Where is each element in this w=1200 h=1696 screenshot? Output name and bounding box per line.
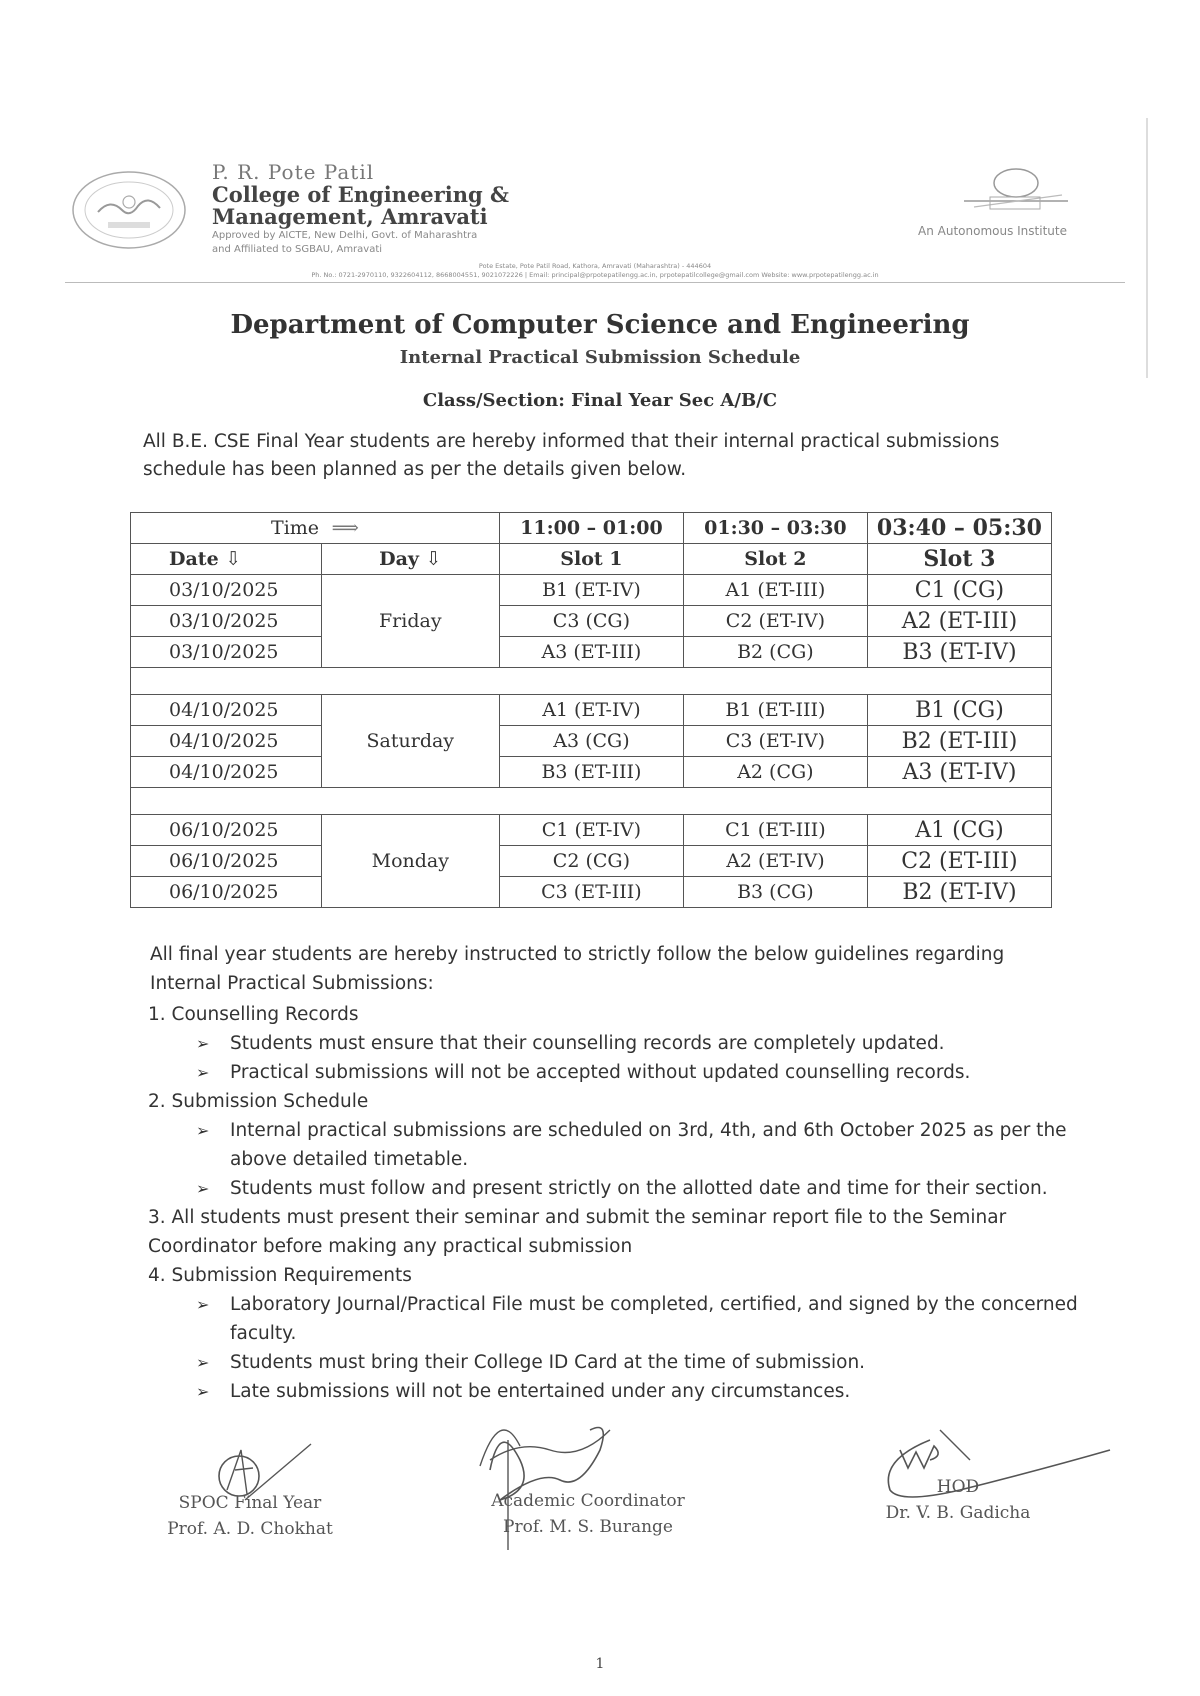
slot3-cell: B1 (CG) — [867, 695, 1051, 726]
slot3-header: Slot 3 — [867, 544, 1051, 575]
approval-line2: and Affiliated to SGBAU, Amravati — [212, 244, 383, 255]
slot2-cell: B3 (CG) — [683, 877, 867, 908]
contact-text: Ph. No.: 0721-2970110, 9322604112, 8668004551, 9021072226 | Email: principal@prpotepatilengg.ac.in, prpotepatilcollege@gmail.com Website: www.prpotepatilengg.ac.in — [311, 271, 879, 279]
time-slot3: 03:40 – 05:30 — [867, 513, 1051, 544]
date-cell: 03/10/2025 — [131, 637, 322, 668]
time-slot1: 11:00 – 01:00 — [499, 513, 683, 544]
slot1-cell: A1 (ET-IV) — [499, 695, 683, 726]
naac-logo-icon — [944, 165, 1084, 223]
college-name-line1: P. R. Pote Patil — [212, 160, 375, 184]
table-row — [131, 606, 1052, 637]
slot3-cell: A1 (CG) — [867, 815, 1051, 846]
guideline-text: Late submissions will not be entertained under any circumstances. — [230, 1381, 851, 1402]
date-cell: 06/10/2025 — [131, 815, 322, 846]
table-row — [131, 757, 1052, 788]
guidelines-intro: All final year students are hereby instructed to strictly follow the below guidelines regarding Internal Practical Submissions: — [150, 944, 1005, 994]
table-row — [131, 726, 1052, 757]
table-row — [131, 575, 1052, 606]
arrow-bullet-icon: ➢ — [196, 1295, 210, 1314]
slot1-cell: C3 (ET-III) — [499, 877, 683, 908]
time-label-cell — [131, 513, 500, 544]
slot2-cell: B1 (ET-III) — [683, 695, 867, 726]
academic-name: Prof. M. S. Burange — [503, 1517, 673, 1537]
date-cell: 04/10/2025 — [131, 726, 322, 757]
page-number: 1 — [595, 1656, 605, 1672]
guideline-text: Laboratory Journal/Practical File must be completed, certified, and signed by the concerned faculty. — [230, 1294, 1078, 1344]
day-header: Day ⇩ — [321, 544, 499, 575]
slot3-cell: C1 (CG) — [867, 575, 1051, 606]
time-slot2: 01:30 – 03:30 — [683, 513, 867, 544]
spacer-cell — [131, 788, 1052, 815]
arrow-bullet-icon: ➢ — [196, 1121, 210, 1140]
guideline-heading: 3. All students must present their seminar and submit the seminar report file to the Seminar Coordinator before making any practical submission — [148, 1207, 1007, 1257]
schedule-table — [130, 512, 1052, 908]
guideline-text: Students must follow and present strictly on the allotted date and time for their section. — [230, 1178, 1048, 1199]
slot2-cell: B2 (CG) — [683, 637, 867, 668]
arrow-bullet-icon: ➢ — [196, 1382, 210, 1401]
slot3-cell: A3 (ET-IV) — [867, 757, 1051, 788]
guideline-bullet — [196, 1290, 1078, 1348]
class-section-title: Class/Section: Final Year Sec A/B/C — [422, 390, 778, 411]
college-header — [212, 160, 672, 256]
time-header-row — [131, 513, 1052, 544]
address-block — [65, 262, 1125, 280]
right-arrow-icon: ⟹ — [331, 517, 359, 539]
day-cell: Saturday — [321, 695, 499, 788]
spoc-role: SPOC Final Year — [178, 1493, 322, 1513]
table-row — [131, 695, 1052, 726]
approval-line1: Approved by AICTE, New Delhi, Govt. of Maharashtra — [212, 230, 478, 241]
day-cell: Monday — [321, 815, 499, 908]
guideline-bullet — [196, 1029, 1078, 1058]
academic-role: Academic Coordinator — [491, 1491, 685, 1511]
slot2-cell: C1 (ET-III) — [683, 815, 867, 846]
slot3-cell: A2 (ET-III) — [867, 606, 1051, 637]
slot2-cell: A1 (ET-III) — [683, 575, 867, 606]
intro-paragraph: All B.E. CSE Final Year students are hereby informed that their internal practical submissions schedule has been planned as per the details given below. — [143, 431, 1000, 480]
arrow-bullet-icon: ➢ — [196, 1353, 210, 1372]
guideline-text: Students must bring their College ID Card at the time of submission. — [230, 1352, 866, 1373]
header-divider — [65, 282, 1125, 283]
slot2-cell: C2 (ET-IV) — [683, 606, 867, 637]
address-text: Pote Estate, Pote Patil Road, Kathora, Amravati (Maharashtra) - 444604 — [478, 262, 712, 270]
arrow-bullet-icon: ➢ — [196, 1063, 210, 1082]
slot3-cell: C2 (ET-III) — [867, 846, 1051, 877]
college-logo-icon — [68, 168, 190, 252]
hod-signature-block — [858, 1474, 1058, 1526]
spoc-name: Prof. A. D. Chokhat — [167, 1519, 333, 1539]
slot1-header: Slot 1 — [499, 544, 683, 575]
guideline-heading: 2. Submission Schedule — [148, 1091, 369, 1112]
guideline-heading: 4. Submission Requirements — [148, 1265, 412, 1286]
date-cell: 03/10/2025 — [131, 575, 322, 606]
spacer-row — [131, 668, 1052, 695]
date-cell: 06/10/2025 — [131, 846, 322, 877]
academic-signature-block — [478, 1488, 698, 1540]
day-cell: Friday — [321, 575, 499, 668]
table-row — [131, 877, 1052, 908]
slot2-cell: A2 (CG) — [683, 757, 867, 788]
table-row — [131, 637, 1052, 668]
autonomous-label: An Autonomous Institute — [918, 224, 1067, 238]
guidelines-list — [148, 1000, 1078, 1406]
spacer-row — [131, 788, 1052, 815]
slot3-cell: B2 (ET-IV) — [867, 877, 1051, 908]
slot1-cell: B3 (ET-III) — [499, 757, 683, 788]
guideline-bullet — [196, 1174, 1078, 1203]
guideline-bullet — [196, 1116, 1078, 1174]
hod-role: HOD — [936, 1477, 980, 1497]
date-cell: 03/10/2025 — [131, 606, 322, 637]
slot2-cell: C3 (ET-IV) — [683, 726, 867, 757]
college-name-line2: College of Engineering & — [212, 182, 509, 207]
guideline-text: Practical submissions will not be accepted without updated counselling records. — [230, 1062, 971, 1083]
slot3-cell: B2 (ET-III) — [867, 726, 1051, 757]
guideline-bullet — [196, 1348, 1078, 1377]
table-row — [131, 846, 1052, 877]
table-row — [131, 815, 1052, 846]
slot2-header: Slot 2 — [683, 544, 867, 575]
arrow-bullet-icon: ➢ — [196, 1034, 210, 1053]
slot1-cell: C2 (CG) — [499, 846, 683, 877]
guideline-heading: 1. Counselling Records — [148, 1004, 359, 1025]
spoc-signature-block — [150, 1490, 350, 1542]
slot1-cell: B1 (ET-IV) — [499, 575, 683, 606]
schedule-subtitle: Internal Practical Submission Schedule — [399, 347, 801, 368]
slot1-cell: A3 (ET-III) — [499, 637, 683, 668]
date-header: Date ⇩ — [131, 544, 322, 575]
college-name-line3: Management, Amravati — [212, 204, 488, 229]
guideline-text: Internal practical submissions are scheduled on 3rd, 4th, and 6th October 2025 as per the above detailed timetable. — [230, 1120, 1067, 1170]
date-cell: 06/10/2025 — [131, 877, 322, 908]
slot1-cell: C3 (CG) — [499, 606, 683, 637]
date-cell: 04/10/2025 — [131, 757, 322, 788]
column-header-row — [131, 544, 1052, 575]
date-cell: 04/10/2025 — [131, 695, 322, 726]
guideline-bullet — [196, 1058, 1078, 1087]
arrow-bullet-icon: ➢ — [196, 1179, 210, 1198]
hod-name: Dr. V. B. Gadicha — [885, 1503, 1031, 1523]
slot3-cell: B3 (ET-IV) — [867, 637, 1051, 668]
guideline-text: Students must ensure that their counselling records are completely updated. — [230, 1033, 945, 1054]
department-title: Department of Computer Science and Engineering — [230, 310, 970, 340]
slot1-cell: C1 (ET-IV) — [499, 815, 683, 846]
slot2-cell: A2 (ET-IV) — [683, 846, 867, 877]
slot1-cell: A3 (CG) — [499, 726, 683, 757]
time-label: Time — [271, 517, 320, 539]
spacer-cell — [131, 668, 1052, 695]
